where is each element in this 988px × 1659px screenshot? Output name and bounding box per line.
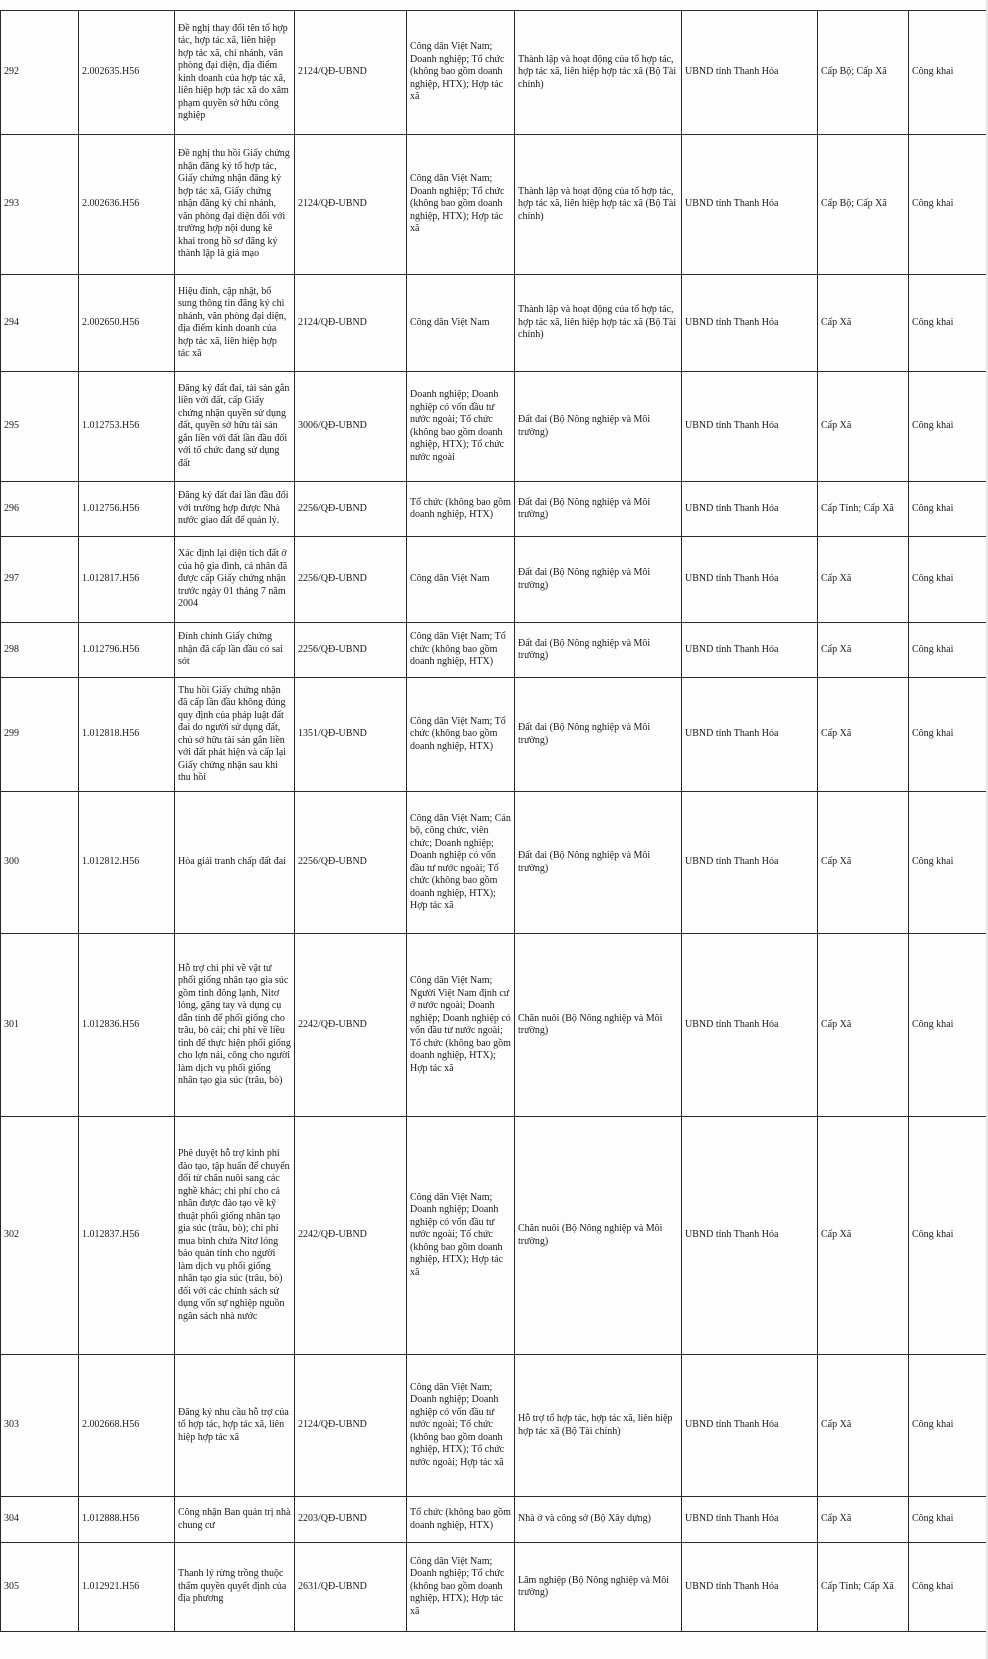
- cell-name: Thu hồi Giấy chứng nhận đã cấp lần đầu không đúng quy định của pháp luật đất đai do người sử dụng đất, chủ sở hữu tài sản gắn liền với đất phát hiện và cấp lại Giấy chứng nhận sau khi thu hồi: [175, 678, 295, 792]
- cell-code: 1.012818.H56: [79, 678, 175, 792]
- cell-field: Nhà ở và công sở (Bộ Xây dựng): [515, 1497, 682, 1543]
- cell-stt: 300: [1, 792, 79, 934]
- cell-target: Công dân Việt Nam; Tổ chức (không bao gồm doanh nghiệp, HTX): [407, 623, 515, 678]
- cell-status: Công khai: [909, 1355, 988, 1497]
- cell-target: Công dân Việt Nam; Doanh nghiệp; Doanh nghiệp có vốn đầu tư nước ngoài; Tổ chức (không bao gồm doanh nghiệp, HTX); Tổ chức nước ngoài; Hợp tác xã: [407, 1355, 515, 1497]
- cell-field: Đất đai (Bộ Nông nghiệp và Môi trường): [515, 678, 682, 792]
- cell-stt: 305: [1, 1543, 79, 1632]
- cell-target: Công dân Việt Nam; Doanh nghiệp; Tổ chức (không bao gồm doanh nghiệp, HTX); Hợp tác xã: [407, 135, 515, 275]
- cell-decision: 2124/QĐ-UBND: [295, 11, 407, 135]
- cell-status: Công khai: [909, 275, 988, 372]
- cell-stt: 299: [1, 678, 79, 792]
- cell-target: Công dân Việt Nam; Doanh nghiệp; Doanh nghiệp có vốn đầu tư nước ngoài; Tổ chức (không bao gồm doanh nghiệp, HTX); Hợp tác xã: [407, 1117, 515, 1355]
- cell-decision: 2631/QĐ-UBND: [295, 1543, 407, 1632]
- cell-stt: 295: [1, 372, 79, 482]
- cell-level: Cấp Xã: [818, 1117, 909, 1355]
- cell-agency: UBND tỉnh Thanh Hóa: [682, 11, 818, 135]
- cell-field: Chăn nuôi (Bộ Nông nghiệp và Môi trường): [515, 1117, 682, 1355]
- cell-status: Công khai: [909, 1497, 988, 1543]
- cell-level: Cấp Xã: [818, 623, 909, 678]
- table-row: [1, 934, 988, 1117]
- cell-decision: 3006/QĐ-UBND: [295, 372, 407, 482]
- cell-agency: UBND tỉnh Thanh Hóa: [682, 1355, 818, 1497]
- cell-name: Đăng ký nhu cầu hỗ trợ của tổ hợp tác, hợp tác xã, liên hiệp hợp tác xã: [175, 1355, 295, 1497]
- cell-target: Công dân Việt Nam; Cán bộ, công chức, viên chức; Doanh nghiệp; Doanh nghiệp có vốn đầu tư nước ngoài; Tổ chức (không bao gồm doanh nghiệp, HTX); Hợp tác xã: [407, 792, 515, 934]
- cell-name: Thanh lý rừng trồng thuộc thẩm quyền quyết định của địa phương: [175, 1543, 295, 1632]
- table-row: [1, 135, 988, 275]
- cell-target: Công dân Việt Nam; Doanh nghiệp; Tổ chức (không bao gồm doanh nghiệp, HTX); Hợp tác xã: [407, 1543, 515, 1632]
- cell-agency: UBND tỉnh Thanh Hóa: [682, 1117, 818, 1355]
- cell-status: Công khai: [909, 792, 988, 934]
- cell-target: Doanh nghiệp; Doanh nghiệp có vốn đầu tư nước ngoài; Tổ chức (không bao gồm doanh nghiệp, HTX); Tổ chức nước ngoài: [407, 372, 515, 482]
- cell-level: Cấp Tỉnh; Cấp Xã: [818, 482, 909, 537]
- table-row: [1, 792, 988, 934]
- table-row: [1, 482, 988, 537]
- cell-name: Đề nghị thu hồi Giấy chứng nhận đăng ký tổ hợp tác, Giấy chứng nhận đăng ký hợp tác xã, Giấy chứng nhận đăng ký chi nhánh, văn phòng đại diện đối với trường hợp nội dung kê khai trong hồ sơ đăng ký thành lập là giả mạo: [175, 135, 295, 275]
- cell-decision: 2124/QĐ-UBND: [295, 1355, 407, 1497]
- cell-target: Tổ chức (không bao gồm doanh nghiệp, HTX): [407, 1497, 515, 1543]
- cell-field: Đất đai (Bộ Nông nghiệp và Môi trường): [515, 623, 682, 678]
- cell-name: Phê duyệt hỗ trợ kinh phí đào tạo, tập huấn để chuyển đổi từ chăn nuôi sang các nghề khác; chi phí cho cá nhân được đào tạo về kỹ thuật phối giống nhân tạo gia súc (trâu, bò); chi phí mua bình chứa Nitơ lỏng bảo quản tinh cho người làm dịch vụ phối giống nhân tạo gia súc (trâu, bò) đối với các chính sách sử dụng vốn sự nghiệp nguồn ngân sách nhà nước: [175, 1117, 295, 1355]
- cell-target: Công dân Việt Nam: [407, 275, 515, 372]
- cell-status: Công khai: [909, 623, 988, 678]
- cell-status: Công khai: [909, 372, 988, 482]
- cell-level: Cấp Xã: [818, 678, 909, 792]
- cell-name: Đính chính Giấy chứng nhận đã cấp lần đầu có sai sót: [175, 623, 295, 678]
- cell-decision: 2256/QĐ-UBND: [295, 537, 407, 623]
- cell-code: 1.012756.H56: [79, 482, 175, 537]
- cell-name: Đăng ký đất đai, tài sản gắn liền với đất, cấp Giấy chứng nhận quyền sử dụng đất, quyền sở hữu tài sản gắn liền với đất lần đầu đối với tổ chức đang sử dụng đất: [175, 372, 295, 482]
- cell-stt: 292: [1, 11, 79, 135]
- table-row: [1, 372, 988, 482]
- cell-level: Cấp Xã: [818, 372, 909, 482]
- cell-agency: UBND tỉnh Thanh Hóa: [682, 275, 818, 372]
- cell-status: Công khai: [909, 678, 988, 792]
- cell-code: 1.012837.H56: [79, 1117, 175, 1355]
- table-row: [1, 11, 988, 135]
- cell-target: Công dân Việt Nam; Người Việt Nam định cư ở nước ngoài; Doanh nghiệp; Doanh nghiệp có vốn đầu tư nước ngoài; Tổ chức (không bao gồm doanh nghiệp, HTX); Hợp tác xã: [407, 934, 515, 1117]
- cell-agency: UBND tỉnh Thanh Hóa: [682, 135, 818, 275]
- cell-target: Công dân Việt Nam; Tổ chức (không bao gồm doanh nghiệp, HTX): [407, 678, 515, 792]
- cell-agency: UBND tỉnh Thanh Hóa: [682, 678, 818, 792]
- cell-level: Cấp Xã: [818, 1497, 909, 1543]
- table-row: [1, 623, 988, 678]
- table-row: [1, 678, 988, 792]
- cell-code: 2.002636.H56: [79, 135, 175, 275]
- cell-stt: 302: [1, 1117, 79, 1355]
- cell-code: 1.012888.H56: [79, 1497, 175, 1543]
- cell-field: Hỗ trợ tổ hợp tác, hợp tác xã, liên hiệp hợp tác xã (Bộ Tài chính): [515, 1355, 682, 1497]
- table-row: [1, 537, 988, 623]
- cell-code: 1.012796.H56: [79, 623, 175, 678]
- cell-status: Công khai: [909, 934, 988, 1117]
- table-row: [1, 1117, 988, 1355]
- cell-code: 1.012836.H56: [79, 934, 175, 1117]
- cell-decision: 2242/QĐ-UBND: [295, 934, 407, 1117]
- cell-code: 2.002668.H56: [79, 1355, 175, 1497]
- cell-level: Cấp Xã: [818, 934, 909, 1117]
- cell-field: Lâm nghiệp (Bộ Nông nghiệp và Môi trường): [515, 1543, 682, 1632]
- cell-field: Đất đai (Bộ Nông nghiệp và Môi trường): [515, 372, 682, 482]
- cell-target: Công dân Việt Nam; Doanh nghiệp; Tổ chức (không bao gồm doanh nghiệp, HTX); Hợp tác xã: [407, 11, 515, 135]
- cell-target: Tổ chức (không bao gồm doanh nghiệp, HTX): [407, 482, 515, 537]
- cell-target: Công dân Việt Nam: [407, 537, 515, 623]
- cell-code: 2.002650.H56: [79, 275, 175, 372]
- cell-status: Công khai: [909, 1543, 988, 1632]
- cell-stt: 293: [1, 135, 79, 275]
- cell-decision: 2203/QĐ-UBND: [295, 1497, 407, 1543]
- cell-agency: UBND tỉnh Thanh Hóa: [682, 934, 818, 1117]
- cell-name: Đăng ký đất đai lần đầu đối với trường hợp được Nhà nước giao đất để quản lý.: [175, 482, 295, 537]
- cell-agency: UBND tỉnh Thanh Hóa: [682, 1543, 818, 1632]
- cell-decision: 2256/QĐ-UBND: [295, 482, 407, 537]
- cell-name: Hòa giải tranh chấp đất đai: [175, 792, 295, 934]
- table-row: [1, 1355, 988, 1497]
- cell-decision: 2124/QĐ-UBND: [295, 275, 407, 372]
- cell-level: Cấp Xã: [818, 1355, 909, 1497]
- cell-level: Cấp Xã: [818, 537, 909, 623]
- cell-code: 1.012817.H56: [79, 537, 175, 623]
- cell-name: Hiệu đính, cập nhật, bổ sung thông tin đăng ký chi nhánh, văn phòng đại diện, địa điểm kinh doanh của hợp tác xã, liên hiệp hợp tác xã: [175, 275, 295, 372]
- cell-level: Cấp Bộ; Cấp Xã: [818, 11, 909, 135]
- cell-agency: UBND tỉnh Thanh Hóa: [682, 792, 818, 934]
- cell-name: Đề nghị thay đổi tên tổ hợp tác, hợp tác xã, liên hiệp hợp tác xã, chi nhánh, văn phòng đại diện, địa điểm kinh doanh của hợp tác xã, liên hiệp hợp tác xã do xâm phạm quyền sở hữu công nghiệp: [175, 11, 295, 135]
- cell-field: Thành lập và hoạt động của tổ hợp tác, hợp tác xã, liên hiệp hợp tác xã (Bộ Tài chính): [515, 275, 682, 372]
- cell-decision: 2256/QĐ-UBND: [295, 792, 407, 934]
- table-row: [1, 275, 988, 372]
- cell-level: Cấp Xã: [818, 275, 909, 372]
- procedure-table: [0, 10, 988, 1632]
- cell-level: Cấp Tỉnh; Cấp Xã: [818, 1543, 909, 1632]
- cell-stt: 298: [1, 623, 79, 678]
- cell-code: 2.002635.H56: [79, 11, 175, 135]
- cell-name: Hỗ trợ chi phí về vật tư phối giống nhân tạo gia súc gồm tinh đông lạnh, Nitơ lỏng, găng tay và dụng cụ dẫn tinh để phối giống cho trâu, bò cái; chi phí về liều tinh để thực hiện phối giống cho lợn nái, công cho người làm dịch vụ phối giống nhân tạo gia súc (trâu, bò): [175, 934, 295, 1117]
- cell-stt: 304: [1, 1497, 79, 1543]
- cell-decision: 2256/QĐ-UBND: [295, 623, 407, 678]
- cell-name: Công nhận Ban quản trị nhà chung cư: [175, 1497, 295, 1543]
- cell-field: Đất đai (Bộ Nông nghiệp và Môi trường): [515, 482, 682, 537]
- cell-code: 1.012812.H56: [79, 792, 175, 934]
- cell-level: Cấp Xã: [818, 792, 909, 934]
- cell-agency: UBND tỉnh Thanh Hóa: [682, 372, 818, 482]
- cell-code: 1.012921.H56: [79, 1543, 175, 1632]
- cell-agency: UBND tỉnh Thanh Hóa: [682, 482, 818, 537]
- cell-field: Đất đai (Bộ Nông nghiệp và Môi trường): [515, 792, 682, 934]
- cell-status: Công khai: [909, 11, 988, 135]
- cell-status: Công khai: [909, 135, 988, 275]
- cell-field: Thành lập và hoạt động của tổ hợp tác, hợp tác xã, liên hiệp hợp tác xã (Bộ Tài chính): [515, 11, 682, 135]
- cell-code: 1.012753.H56: [79, 372, 175, 482]
- table-row: [1, 1543, 988, 1632]
- cell-stt: 297: [1, 537, 79, 623]
- cell-stt: 301: [1, 934, 79, 1117]
- cell-name: Xác định lại diện tích đất ở của hộ gia đình, cá nhân đã được cấp Giấy chứng nhận trước ngày 01 tháng 7 năm 2004: [175, 537, 295, 623]
- cell-decision: 1351/QĐ-UBND: [295, 678, 407, 792]
- cell-status: Công khai: [909, 537, 988, 623]
- cell-status: Công khai: [909, 482, 988, 537]
- cell-decision: 2124/QĐ-UBND: [295, 135, 407, 275]
- cell-agency: UBND tỉnh Thanh Hóa: [682, 623, 818, 678]
- cell-stt: 296: [1, 482, 79, 537]
- cell-field: Đất đai (Bộ Nông nghiệp và Môi trường): [515, 537, 682, 623]
- cell-level: Cấp Bộ; Cấp Xã: [818, 135, 909, 275]
- cell-status: Công khai: [909, 1117, 988, 1355]
- cell-agency: UBND tỉnh Thanh Hóa: [682, 1497, 818, 1543]
- table-row: [1, 1497, 988, 1543]
- cell-decision: 2242/QĐ-UBND: [295, 1117, 407, 1355]
- cell-agency: UBND tỉnh Thanh Hóa: [682, 537, 818, 623]
- cell-field: Thành lập và hoạt động của tổ hợp tác, hợp tác xã, liên hiệp hợp tác xã (Bộ Tài chính): [515, 135, 682, 275]
- cell-field: Chăn nuôi (Bộ Nông nghiệp và Môi trường): [515, 934, 682, 1117]
- cell-stt: 294: [1, 275, 79, 372]
- cell-stt: 303: [1, 1355, 79, 1497]
